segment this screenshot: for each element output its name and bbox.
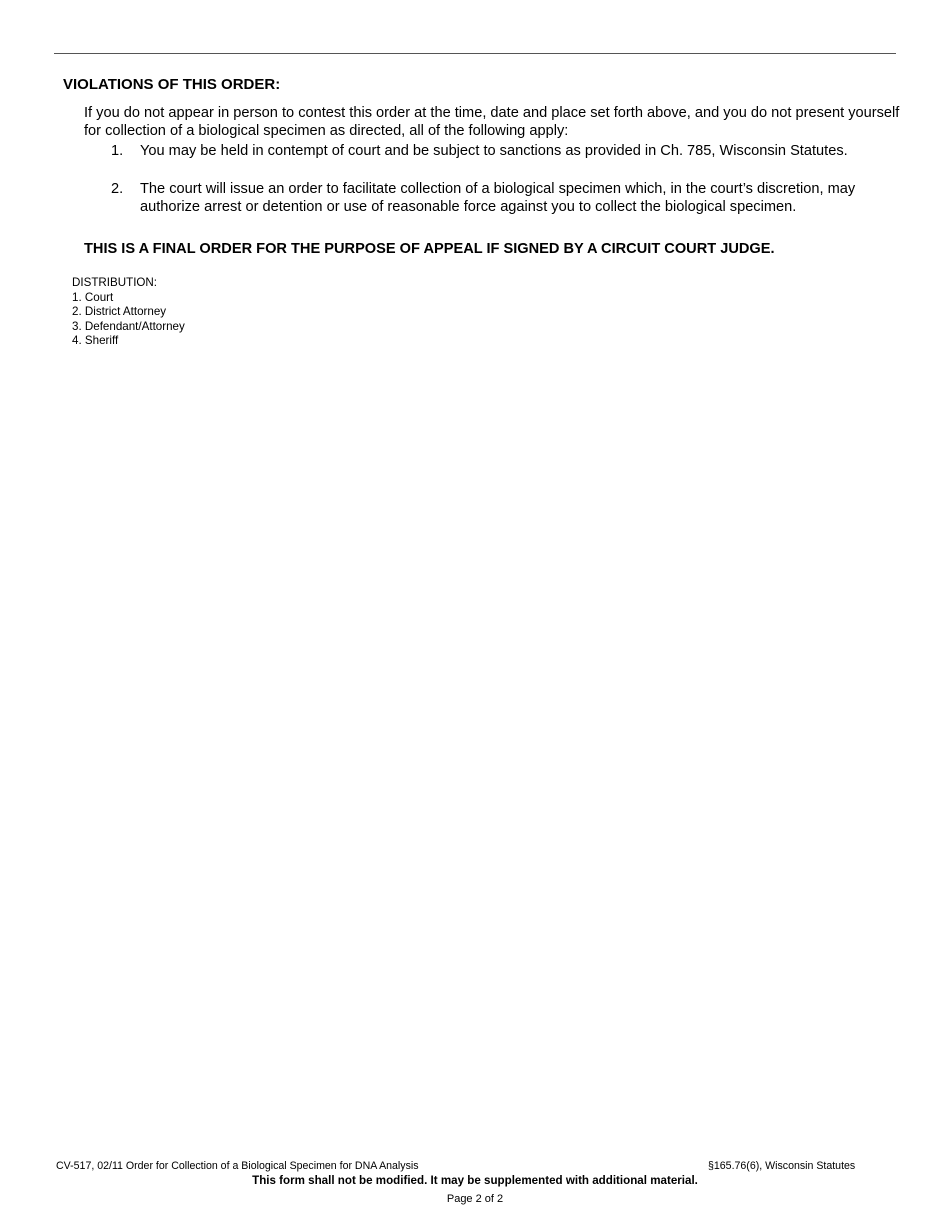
violation-list-item bbox=[111, 180, 911, 216]
footer-statute: §165.76(6), Wisconsin Statutes bbox=[708, 1160, 856, 1172]
distribution-item: 1. Court bbox=[72, 290, 114, 304]
list-item-number: 2. bbox=[111, 181, 124, 197]
list-item-text: You may be held in contempt of court and be subject to sanctions as provided in Ch. 785, Wisconsin Statutes. bbox=[140, 143, 848, 159]
distribution-list bbox=[72, 276, 185, 349]
violation-list-item bbox=[111, 142, 911, 160]
distribution-item: 4. Sheriff bbox=[72, 334, 119, 348]
violations-heading: VIOLATIONS OF THIS ORDER: bbox=[63, 76, 281, 93]
list-item-number: 1. bbox=[111, 143, 124, 159]
list-item-text: The court will issue an order to facilitate collection of a biological specimen which, in the court’s discretion, may authorize arrest or detention or use of reasonable force against you to collect the biological specimen. bbox=[140, 181, 856, 215]
final-order-statement: THIS IS A FINAL ORDER FOR THE PURPOSE OF APPEAL IF SIGNED BY A CIRCUIT COURT JUDGE. bbox=[84, 241, 775, 257]
top-divider bbox=[54, 53, 896, 54]
violations-intro: If you do not appear in person to contest this order at the time, date and place set forth above, and you do not present yourself for collection of a biological specimen as directed, all of the following apply: bbox=[84, 105, 900, 139]
distribution-heading: DISTRIBUTION: bbox=[72, 276, 158, 289]
distribution-item: 2. District Attorney bbox=[72, 305, 167, 319]
footer-form-id: CV-517, 02/11 Order for Collection of a Biological Specimen for DNA Analysis bbox=[56, 1160, 419, 1172]
footer-notice: This form shall not be modified. It may be supplemented with additional material. bbox=[252, 1174, 698, 1187]
distribution-item: 3. Defendant/Attorney bbox=[72, 319, 185, 333]
page-number: Page 2 of 2 bbox=[446, 1193, 504, 1205]
